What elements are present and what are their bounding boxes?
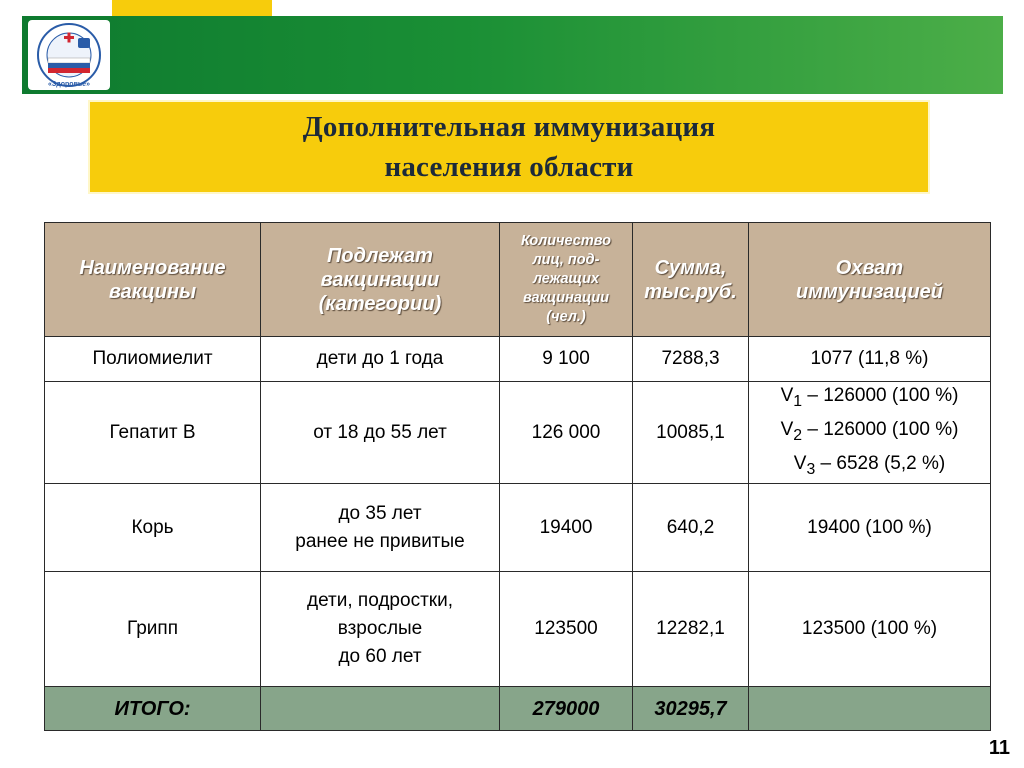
cell-sum: 12282,1 [633,572,749,687]
header-count: Количество лиц, под- лежащих вакцинации (чел.) [500,223,633,337]
table-row [45,382,991,484]
header-coverage: Охват иммунизацией [749,223,991,337]
cell-coverage: 19400 (100 %) [749,484,991,572]
total-label: ИТОГО: [45,687,261,731]
title-line-2: населения области [384,151,634,183]
cell-coverage [749,382,991,484]
table-row [45,337,991,382]
page-number: 11 [988,737,1010,759]
cell-vaccine-name: Корь [45,484,261,572]
cell-vaccine-name: Грипп [45,572,261,687]
table-header-row [45,223,991,337]
cell-count: 123500 [500,572,633,687]
cell-category: дети, подростки, взрослые до 60 лет [261,572,500,687]
cell-count: 9 100 [500,337,633,382]
table-row [45,572,991,687]
table-total-row [45,687,991,731]
total-coverage [749,687,991,731]
header-vaccine-name: Наименование вакцины [45,223,261,337]
total-category [261,687,500,731]
coverage-line-v2: $V_2 - 126000$ (100 %) [780,418,959,444]
cell-category: до 35 лет ранее не привитые [261,484,500,572]
cell-coverage: 123500 (100 %) [749,572,991,687]
header-sum: Сумма, тыс.руб. [633,223,749,337]
cell-vaccine-name: Полиомиелит [45,337,261,382]
title-panel [88,100,930,194]
cell-coverage: 1077 (11,8 %) [749,337,991,382]
cell-category: дети до 1 года [261,337,500,382]
header-banner [22,16,1003,94]
cell-sum: 640,2 [633,484,749,572]
top-accent-bar [112,0,272,16]
coverage-line-v3: $V_3 - 6528$ (5,2 %) [793,452,946,478]
title-line-1: Дополнительная иммунизация [302,111,716,143]
total-count: 279000 [500,687,633,731]
coverage-line-v1: $V_1 - 126000$ (100 %) [780,385,959,410]
cell-count: 126 000 [500,382,633,484]
cell-category: от 18 до 55 лет [261,382,500,484]
vaccination-table [44,222,991,731]
cell-sum: 10085,1 [633,382,749,484]
logo-text: «Здоровье» [48,81,90,88]
table-row [45,484,991,572]
cell-vaccine-name: Гепатит В [45,382,261,484]
header-category: Подлежат вакцинации (категории) [261,223,500,337]
national-project-health-logo [28,20,110,90]
cell-count: 19400 [500,484,633,572]
total-sum: 30295,7 [633,687,749,731]
cell-sum: 7288,3 [633,337,749,382]
